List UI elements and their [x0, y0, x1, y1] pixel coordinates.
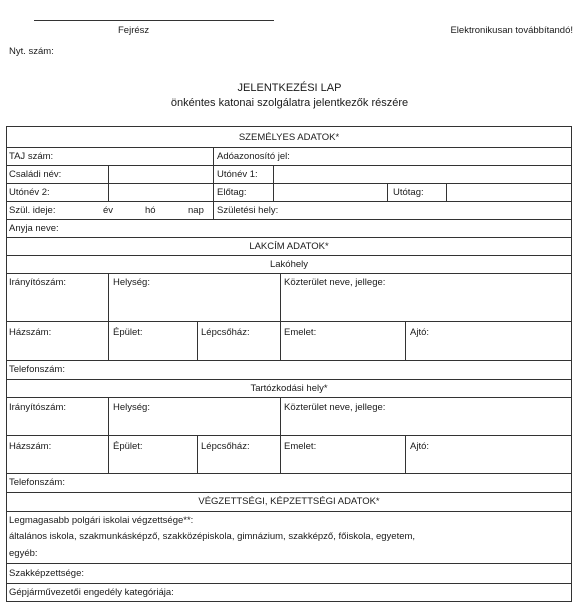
form-title: JELENTKEZÉSI LAP — [237, 82, 342, 94]
tartozkodasi-hazszam-label: Házszám: — [9, 441, 52, 452]
tartozkodasi-heading: Tartózkodási hely* — [250, 383, 328, 394]
adoazonosito-label: Adóazonosító jel: — [217, 151, 290, 162]
tartozkodasi-telefon-label: Telefonszám: — [9, 477, 65, 488]
vegzettseg-options: általános iskola, szakmunkásképző, szakközépiskola, gimnázium, szakképző, főiskola, egyetem, — [9, 531, 416, 542]
tartozkodasi-emelet-label: Emelet: — [284, 441, 317, 452]
section-personal: SZEMÉLYES ADATOK* — [238, 132, 340, 143]
tartozkodasi-kozterulet-label: Közterület neve, jellege: — [284, 402, 386, 413]
lakohely-lepcsohaz-label: Lépcsőház: — [201, 327, 250, 338]
tartozkodasi-helyseg-label: Helység: — [113, 402, 150, 413]
ho-label: hó — [145, 205, 156, 216]
section-address: LAKCÍM ADATOK* — [249, 241, 329, 252]
electronic-note: Elektronikusan továbbítandó! — [450, 25, 573, 36]
elotag-label: Előtag: — [217, 187, 247, 198]
szuletesi-hely-label: Születési hely: — [217, 205, 279, 216]
lakohely-emelet-label: Emelet: — [284, 327, 317, 338]
lakohely-epulet-label: Épület: — [113, 327, 143, 338]
szakkepzettseg-label: Szakképzettsége: — [9, 568, 84, 579]
nap-label: nap — [188, 205, 204, 216]
utonev1-label: Utónév 1: — [217, 169, 258, 180]
utonev2-label: Utónév 2: — [9, 187, 50, 198]
tartozkodasi-iranyitoszam-label: Irányítószám: — [9, 402, 67, 413]
lakohely-telefon-label: Telefonszám: — [9, 364, 65, 375]
fejresz-line — [34, 20, 274, 21]
tartozkodasi-epulet-label: Épület: — [113, 441, 143, 452]
tartozkodasi-ajto-label: Ajtó: — [410, 441, 430, 452]
legmagasabb-vegzettseg-label: Legmagasabb polgári iskolai végzettsége**: — [9, 515, 194, 526]
fejresz-label: Fejrész — [118, 25, 150, 36]
lakohely-iranyitoszam-label: Irányítószám: — [9, 277, 67, 288]
taj-label: TAJ szám: — [9, 151, 54, 162]
ev-label: év — [103, 205, 114, 216]
anyja-neve-label: Anyja neve: — [9, 223, 59, 234]
lakohely-heading: Lakóhely — [269, 259, 309, 270]
szul-ideje-label: Szül. ideje: — [9, 205, 56, 216]
egyeb-label: egyéb: — [9, 548, 38, 559]
form-subtitle: önkéntes katonai szolgálatra jelentkezők részére — [170, 97, 409, 109]
lakohely-ajto-label: Ajtó: — [410, 327, 430, 338]
nyt-szam-label: Nyt. szám: — [9, 46, 54, 57]
tartozkodasi-lepcsohaz-label: Lépcsőház: — [201, 441, 250, 452]
lakohely-hazszam-label: Házszám: — [9, 327, 52, 338]
gepjarmu-engedely-label: Gépjárművezetői engedély kategóriája: — [9, 587, 174, 598]
lakohely-helyseg-label: Helység: — [113, 277, 150, 288]
utotag-label: Utótag: — [393, 187, 424, 198]
lakohely-kozterulet-label: Közterület neve, jellege: — [284, 277, 386, 288]
csaladi-nev-label: Családi név: — [9, 169, 62, 180]
section-education: VÉGZETTSÉGI, KÉPZETTSÉGI ADATOK* — [198, 496, 380, 507]
